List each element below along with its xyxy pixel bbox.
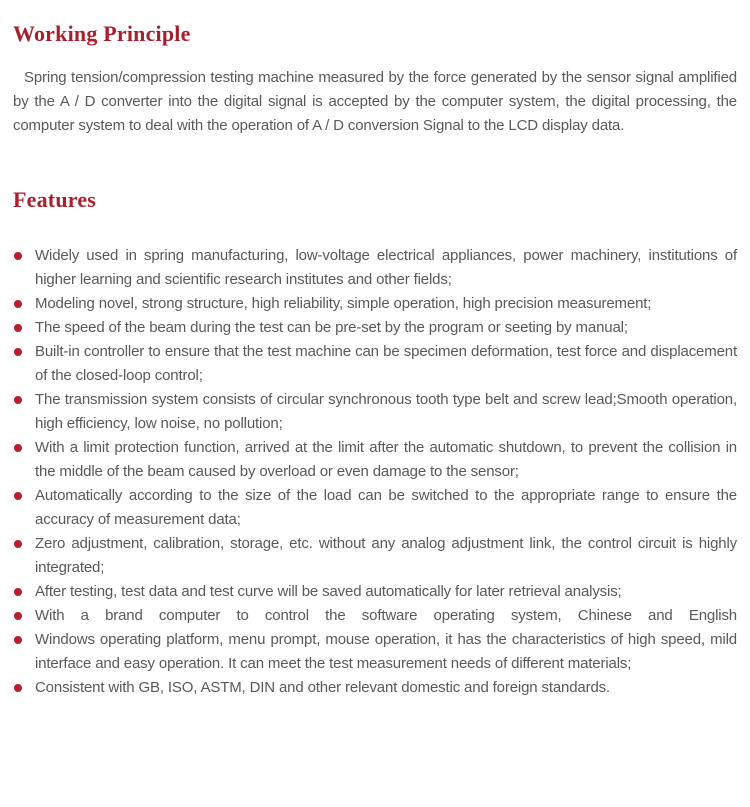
list-item-text: Zero adjustment, calibration, storage, etc. without any analog adjustment link, the control circuit is highly integrated; [35,535,737,576]
bullet-icon [14,324,22,332]
list-item [13,532,737,580]
list-item [13,316,737,340]
bullet-icon [14,252,22,260]
features-heading: Features [13,187,97,212]
bullet-icon [14,396,22,404]
list-item-text: Widely used in spring manufacturing, low-voltage electrical appliances, power machinery, institutions of higher learning and scientific research institutes and other fields; [35,247,737,288]
bullet-icon [14,684,22,692]
list-item-text: The speed of the beam during the test can be pre-set by the program or seeting by manual; [35,319,628,336]
list-item [13,244,737,292]
bullet-icon [14,300,22,308]
list-item-text: Modeling novel, strong structure, high reliability, simple operation, high precision measurement; [35,295,652,312]
bullet-icon [14,540,22,548]
bullet-icon [14,492,22,500]
features-list [13,244,737,700]
list-item [13,436,737,484]
working-principle-paragraph: Spring tension/compression testing machine measured by the force generated by the sensor signal amplified by the A / D converter into the digital signal is accepted by the computer system, the digital processing, the computer system to deal with the operation of A / D conversion Signal to the LCD display data. [13,69,737,134]
list-item [13,628,737,676]
list-item [13,604,737,628]
list-item [13,580,737,604]
list-item [13,340,737,388]
bullet-icon [14,636,22,644]
working-principle-heading: Working Principle [13,21,191,46]
bullet-icon [14,588,22,596]
list-item-text: Built-in controller to ensure that the test machine can be specimen deformation, test force and displacement of the closed-loop control; [35,343,737,384]
list-item-text: The transmission system consists of circular synchronous tooth type belt and screw lead;Smooth operation, high efficiency, low noise, no pollution; [35,391,737,432]
bullet-icon [14,444,22,452]
list-item [13,484,737,532]
bottom-spacer [13,700,737,736]
bullet-icon [14,348,22,356]
list-item-text: Automatically according to the size of the load can be switched to the appropriate range to ensure the accuracy of measurement data; [35,487,737,528]
list-item-text: Consistent with GB, ISO, ASTM, DIN and other relevant domestic and foreign standards. [35,679,611,696]
features-section [13,188,737,700]
list-item [13,292,737,316]
list-item-text: With a brand computer to control the software operating system, Chinese and English [35,607,737,624]
working-principle-section [13,0,737,138]
bullet-icon [14,612,22,620]
list-item [13,388,737,436]
list-item-text: After testing, test data and test curve will be saved automatically for later retrieval analysis; [35,583,622,600]
list-item-text: With a limit protection function, arrived at the limit after the automatic shutdown, to prevent the collision in the middle of the beam caused by overload or even damage to the sensor; [35,439,737,480]
list-item-text: Windows operating platform, menu prompt, mouse operation, it has the characteristics of high speed, mild interface and easy operation. It can meet the test measurement needs of different materials; [35,631,737,672]
list-item [13,676,737,700]
